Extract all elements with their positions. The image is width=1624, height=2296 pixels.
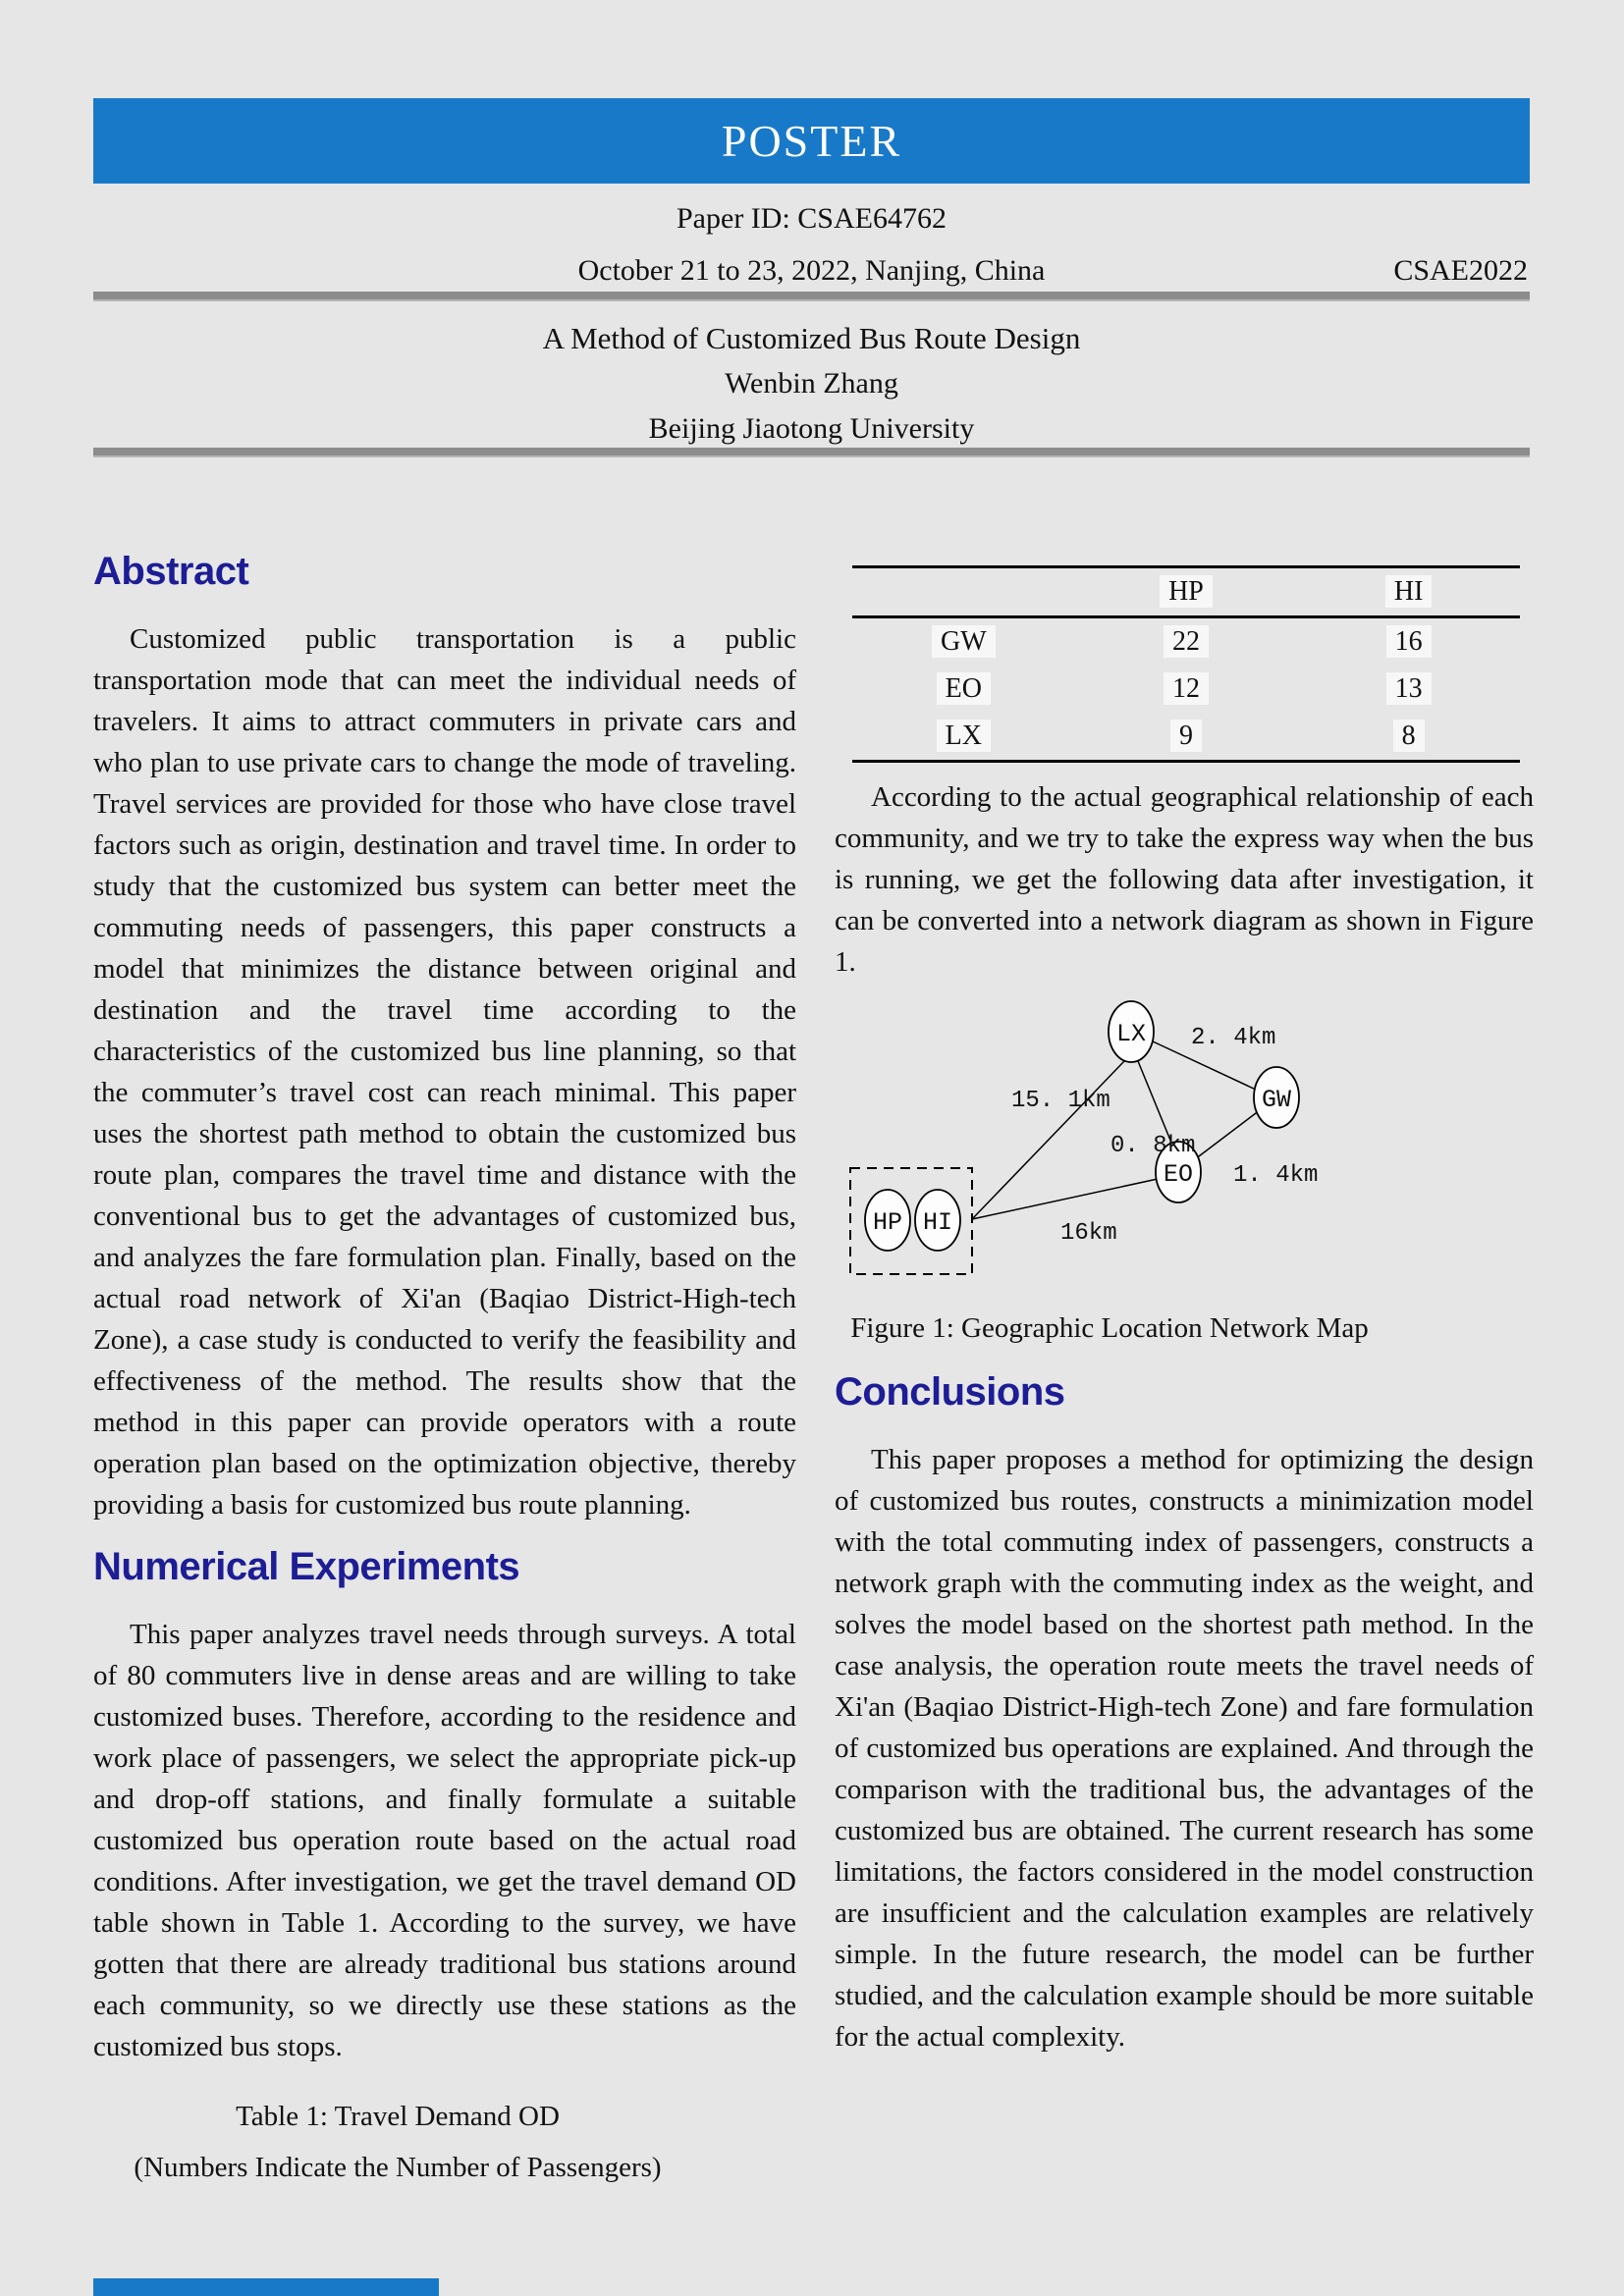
od-cell-gw-hi: 16: [1297, 617, 1520, 667]
affiliation: Beijing Jiaotong University: [648, 412, 975, 445]
edge-label-box-eo: 16km: [1060, 1220, 1117, 1247]
edge-label-lx-gw: 2. 4km: [1191, 1025, 1276, 1051]
od-cell-eo-hp: 12: [1075, 666, 1298, 713]
abstract-body: Customized public transportation is a public transportation mode that can meet the individual needs of travelers. It aims to attract commuters in private cars and who plan to use private cars to change the mode of traveling. Travel services are provided for those who have close travel factors such as origin, destination and travel time. In order to study that the customized bus system can better meet the commuting needs of passengers, this paper constructs a model that minimizes the distance between original and destination and the travel time according to the characteristics of the customized bus line planning, so that the commuter’s travel cost can reach minimal. This paper uses the shortest path method to obtain the customized bus route plan, compares the travel time and distance with the conventional bus to get the advantages of customized bus, and analyzes the fare formulation plan. Finally, based on the actual road network of Xi'an (Baqiao District-High-tech Zone), a case study is conducted to verify the feasibility and effectiveness of the method. The results show that the method in this paper can provide operators with a route operation plan based on the optimization objective, thereby providing a basis for customized bus route planning.: [93, 623, 796, 1521]
author-name: Wenbin Zhang: [725, 367, 898, 400]
edge-label-box-lx: 15. 1km: [1011, 1088, 1110, 1114]
table1-caption: Table 1: Travel Demand OD: [236, 2101, 560, 2132]
od-row-label-lx: LX: [852, 713, 1075, 762]
next-page-banner-partial: [93, 2278, 439, 2296]
conclusions-heading: Conclusions: [835, 1370, 1065, 1414]
od-row-label-eo: EO: [852, 666, 1075, 713]
od-table-header-hp: HP: [1075, 567, 1298, 617]
conference-date: October 21 to 23, 2022, Nanjing, China: [577, 254, 1046, 287]
numerical-experiments-body: This paper analyzes travel needs through surveys. A total of 80 commuters live in dense areas and are willing to take customized buses. Therefore, according to the residence and work place of passengers, we select the appropriate pick-up and drop-off stations, and finally formulate a suitable customized bus operation route based on the actual road conditions. After investigation, we get the travel demand OD table shown in Table 1. According to the survey, we have gotten that there are already traditional bus stations around each community, so we directly use these stations as the customized bus stops.: [93, 1619, 796, 2062]
abstract-heading: Abstract: [93, 550, 249, 593]
node-eo-label: EO: [1163, 1160, 1194, 1189]
edge-eo-gw: [1195, 1110, 1260, 1159]
node-hi-label: HI: [922, 1208, 953, 1237]
node-hp-label: HP: [872, 1208, 903, 1237]
table1-caption-note: (Numbers Indicate the Number of Passengers): [134, 2152, 662, 2183]
od-table-wrap: [852, 565, 1520, 763]
poster-banner: [93, 98, 1530, 184]
od-cell-eo-hi: 13: [1297, 666, 1520, 713]
od-cell-gw-hp: 22: [1075, 617, 1298, 667]
od-cell-lx-hp: 9: [1075, 713, 1298, 762]
table-row: [852, 713, 1520, 762]
od-row-label-gw: GW: [852, 617, 1075, 667]
figure1-caption: Figure 1: Geographic Location Network Map: [850, 1312, 1369, 1344]
poster-banner-title: POSTER: [721, 116, 902, 166]
edge-lx-eo: [1138, 1061, 1171, 1143]
table-row: [852, 666, 1520, 713]
numerical-experiments-heading: Numerical Experiments: [93, 1545, 520, 1588]
left-column: [93, 550, 796, 2193]
conference-date-row: [93, 253, 1530, 289]
node-gw-label: GW: [1261, 1086, 1292, 1114]
paper-id: Paper ID: CSAE64762: [677, 202, 947, 235]
edge-box-lx: [972, 1061, 1124, 1219]
table-row: [852, 617, 1520, 667]
divider-rule-title: [93, 448, 1530, 457]
edge-label-lx-eo: 0. 8km: [1110, 1133, 1196, 1159]
network-paragraph: According to the actual geographical relationship of each community, and we try to take the express way when the bus is running, we get the following data after investigation, it can be converted into a network diagram as shown in Figure 1.: [835, 781, 1534, 978]
figure1-diagram: [835, 996, 1534, 1347]
right-column: [835, 550, 1534, 2057]
conclusions-body: This paper proposes a method for optimizing the design of customized bus routes, constructs a minimization model with the total commuting index of passengers, constructs a network graph with the commuting index as the weight, and solves the model based on the shortest path method. In the case analysis, the operation route meets the travel needs of Xi'an (Baqiao District-High-tech Zone) and fare formulation of customized bus operations are explained. And through the comparison with the traditional bus, the advantages of the customized bus are obtained. The current research has some limitations, the factors considered in the model construction are insufficient and the calculation examples are relatively simple. In the future research, the model can be further studied, and the calculation example should be more suitable for the actual complexity.: [835, 1444, 1534, 2053]
conference-badge: CSAE2022: [1393, 254, 1528, 287]
node-lx-label: LX: [1115, 1020, 1147, 1048]
table1-caption-block: [93, 2091, 702, 2193]
od-table: [852, 565, 1520, 763]
od-table-header-row: [852, 567, 1520, 617]
od-table-header-hi: HI: [1297, 567, 1520, 617]
edge-label-eo-gw: 1. 4km: [1233, 1162, 1319, 1189]
paper-title: A Method of Customized Bus Route Design: [542, 321, 1081, 355]
od-table-corner-cell: [852, 567, 1075, 617]
edge-box-eo: [972, 1179, 1158, 1219]
od-cell-lx-hi: 8: [1297, 713, 1520, 762]
divider-rule-top: [93, 292, 1530, 301]
network-graph-svg: [835, 996, 1534, 1301]
